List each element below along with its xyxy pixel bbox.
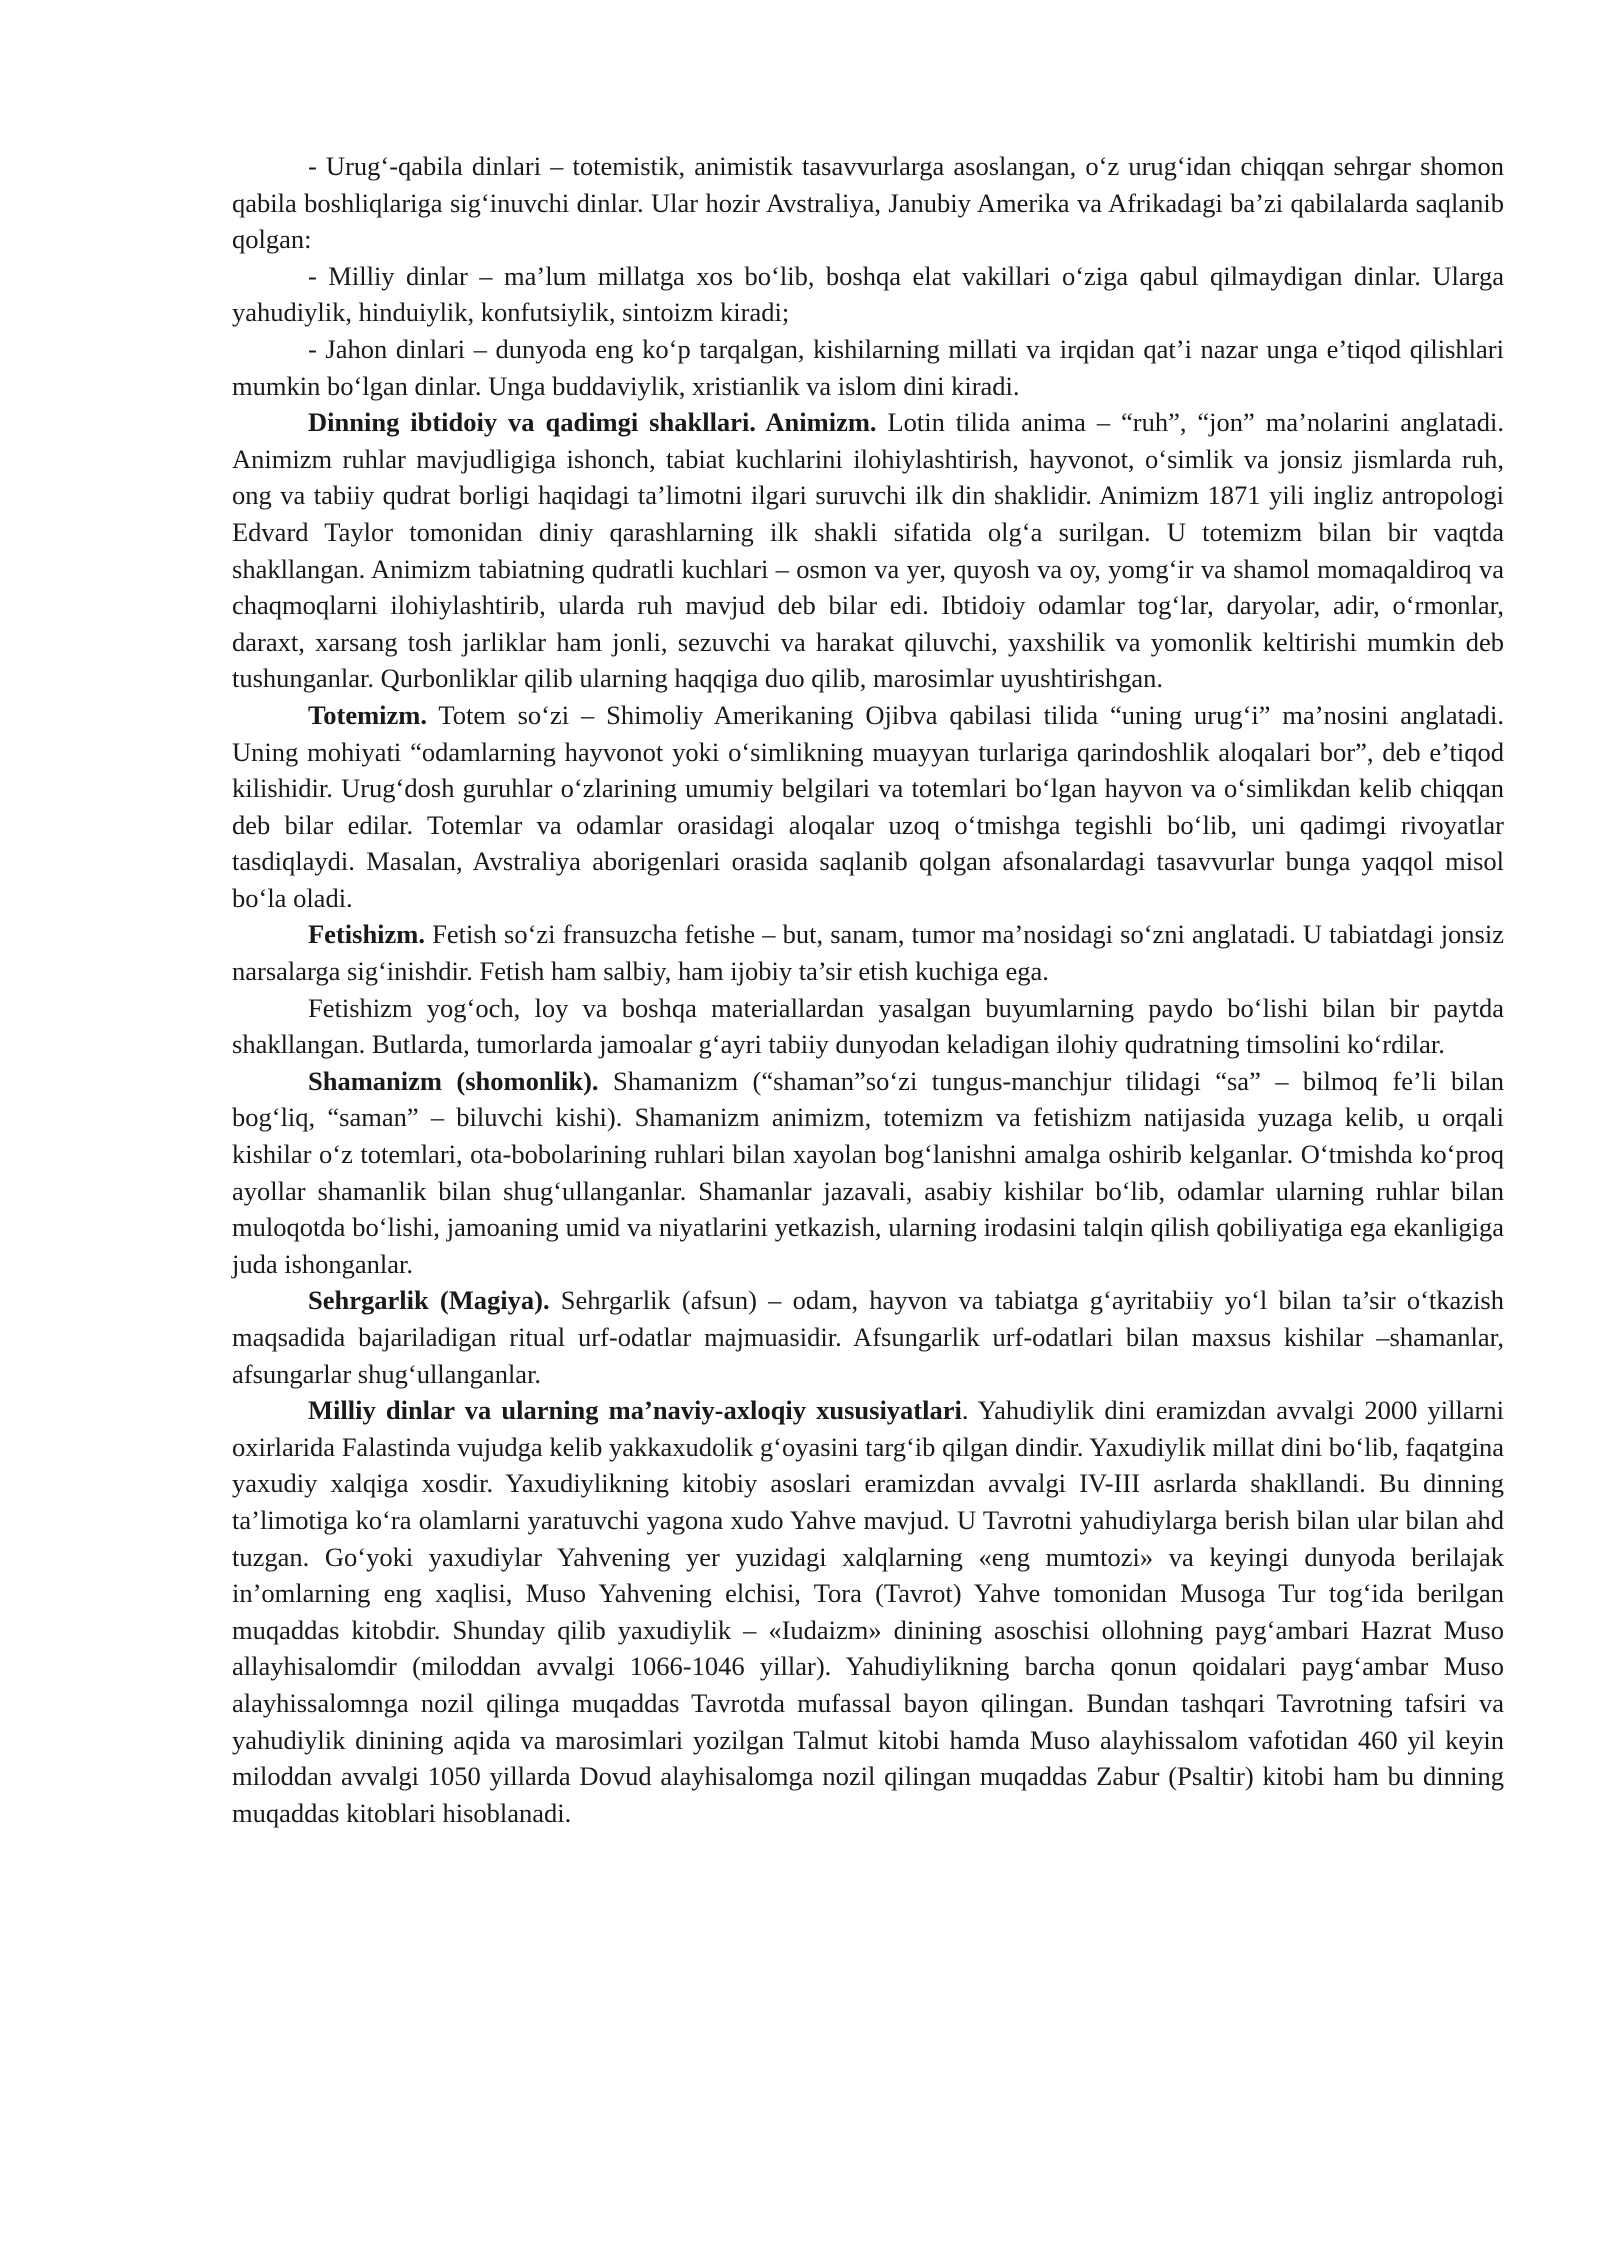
paragraph-text: Lotin tilida anima – “ruh”, “jon” ma’nolarini anglatadi. Animizm ruhlar mavjudligiga ishonch, tabiat kuchlarini ilohiylashtirish, hayvonot, o‘simlik va jonsiz jismlarda ruh, ong va tabiiy qudrat borligi haqidagi ta’limotni ilgari suruvchi ilk din shaklidir. Animizm 1871 yili ingliz antropologi Edvard Taylor tomonidan diniy qarashlarning ilk shakli sifatida olg‘a surilgan. U totemizm bilan bir vaqtda shakllangan. Animizm tabiatning qudratli kuchlari – osmon va yer, quyosh va oy, yomg‘ir va shamol momaqaldiroq va chaqmoqlarni ilohiylashtirib, ularda ruh mavjud deb bilar edi. Ibtidoiy odamlar tog‘lar, daryolar, adir, o‘rmonlar, daraxt, xarsang tosh jarliklar ham jonli, sezuvchi va harakat qiluvchi, yaxshilik va yomonlik keltirishi mumkin deb tushunganlar. Qurbonliklar qilib ularning haqqiga duo qilib, marosimlar uyushtirishgan.: [232, 407, 1504, 694]
document-page: [232, 148, 1504, 1831]
paragraph-text: Totem so‘zi – Shimoliy Amerikaning Ojibva qabilasi tilida “uning urug‘i” ma’nosini anglatadi. Uning mohiyati “odamlarning hayvonot yoki o‘simlikning muayyan turlariga qarindoshlik aloqalari bor”, deb e’tiqod kilishidir. Urug‘dosh guruhlar o‘zlarining umumiy belgilari va totemlari bo‘lgan hayvon va o‘simlikdan kelib chiqqan deb bilar edilar. Totemlar va odamlar orasidagi aloqalar uzoq o‘tmishga tegishli bo‘lib, uni qadimgi rivoyatlar tasdiqlaydi. Masalan, Avstraliya aborigenlari orasida saqlanib qolgan afsonalardagi tasavvurlar bunga yaqqol misol bo‘la oladi.: [232, 699, 1504, 913]
paragraph-heading: Milliy dinlar va ularning ma’naviy-axloqiy xususiyatlari: [308, 1395, 962, 1426]
paragraph-text: - Milliy dinlar – ma’lum millatga xos bo‘lib, boshqa elat vakillari o‘ziga qabul qilmaydigan dinlar. Ularga yahudiylik, hinduiylik, konfutsiylik, sintoizm kiradi;: [232, 260, 1504, 328]
paragraph-text: Fetish so‘zi fransuzcha fetishe – but, sanam, tumor ma’nosidagi so‘zni anglatadi. U tabiatdagi jonsiz narsalarga sig‘inishdir. Fetish ham salbiy, ham ijobiy ta’sir etish kuchiga ega.: [232, 919, 1504, 987]
paragraph-heading: Sehrgarlik (Magiya).: [308, 1285, 550, 1316]
paragraph-heading: Fetishizm.: [308, 919, 426, 950]
paragraph-judaism: [232, 1392, 1504, 1831]
paragraph-fetishism: [232, 916, 1504, 989]
paragraph-national-religions: [232, 258, 1504, 331]
paragraph-heading: Totemizm.: [308, 699, 427, 730]
paragraph-text: - Jahon dinlari – dunyoda eng ko‘p tarqalgan, kishilarning millati va irqidan qat’i nazar unga e’tiqod qilishlari mumkin bo‘lgan dinlar. Unga buddaviylik, xristianlik va islom dini kiradi.: [232, 333, 1504, 401]
paragraph-world-religions: [232, 331, 1504, 404]
paragraph-fetishism-continued: [232, 990, 1504, 1063]
paragraph-clan-religions: [232, 148, 1504, 258]
paragraph-animism: [232, 404, 1504, 697]
paragraph-text: Fetishizm yog‘och, loy va boshqa materiallardan yasalgan buyumlarning paydo bo‘lishi bilan bir paytda shakllangan. Butlarda, tumorlarda jamoalar g‘ayri tabiiy dunyodan keladigan ilohiy qudratning timsolini ko‘rdilar.: [232, 992, 1504, 1060]
paragraph-text: . Yahudiylik dini eramizdan avvalgi 2000 yillarni oxirlarida Falastinda vujudga kelib yakkaxudolik g‘oyasini targ‘ib qilgan dindir. Yaxudiylik millat dini bo‘lib, faqatgina yaxudiy xalqiga xosdir. Yaxudiylikning kitobiy asoslari eramizdan avvalgi IV-III asrlarda shakllandi. Bu dinning ta’limotiga ko‘ra olamlarni yaratuvchi yagona xudo Yahve mavjud. U Tavrotni yahudiylarga berish bilan ular bilan ahd tuzgan. Go‘yoki yaxudiylar Yahvening yer yuzidagi xalqlarning «eng mumtozi» va keyingi dunyoda berilajak in’omlarning eng xaqlisi, Muso Yahvening elchisi, Tora (Tavrot) Yahve tomonidan Musoga Tur tog‘ida berilgan muqaddas kitobdir. Shunday qilib yaxudiylik – «Iudaizm» dinining asoschisi ollohning payg‘ambari Hazrat Muso allayhisalomdir (miloddan avvalgi 1066-1046 yillar). Yahudiylikning barcha qonun qoidalari payg‘ambar Muso alayhissalomnga nozil qilinga muqaddas Tavrotda mufassal bayon qilingan. Bundan tashqari Tavrotning tafsiri va yahudiylik dinining aqida va marosimlari yozilgan Talmut kitobi hamda Muso alayhissalom vafotidan 460 yil keyin miloddan avvalgi 1050 yillarda Dovud alayhisalomga nozil qilingan muqaddas Zabur (Psaltir) kitobi ham bu dinning muqaddas kitoblari hisoblanadi.: [232, 1395, 1504, 1828]
paragraph-magic: [232, 1282, 1504, 1392]
paragraph-heading: Shamanizm (shomonlik).: [308, 1065, 599, 1096]
paragraph-shamanism: [232, 1063, 1504, 1283]
paragraph-text: Shamanizm (“shaman”so‘zi tungus-manchjur tilidagi “sa” – bilmoq fe’li bilan bog‘liq, “saman” – biluvchi kishi). Shamanizm animizm, totemizm va fetishizm natijasida yuzaga kelib, u orqali kishilar o‘z totemlari, ota-bobolarining ruhlari bilan xayolan bog‘lanishni amalga oshirib kelganlar. O‘tmishda ko‘proq ayollar shamanlik bilan shug‘ullanganlar. Shamanlar jazavali, asabiy kishilar bo‘lib, odamlar ularning ruhlar bilan muloqotda bo‘lishi, jamoaning umid va niyatlarini yetkazish, ularning irodasini talqin qilish qobiliyatiga ega ekanligiga juda ishonganlar.: [232, 1065, 1504, 1279]
paragraph-totemism: [232, 697, 1504, 917]
paragraph-text: - Urug‘-qabila dinlari – totemistik, animistik tasavvurlarga asoslangan, o‘z urug‘idan chiqqan sehrgar shomon qabila boshliqlariga sig‘inuvchi dinlar. Ular hozir Avstraliya, Janubiy Amerika va Afrikadagi ba’zi qabilalarda saqlanib qolgan:: [232, 151, 1504, 255]
paragraph-heading: Dinning ibtidoiy va qadimgi shakllari. Animizm.: [308, 407, 877, 438]
paragraph-text: Sehrgarlik (afsun) – odam, hayvon va tabiatga g‘ayritabiiy yo‘l bilan ta’sir o‘tkazish maqsadida bajariladigan ritual urf-odatlar majmuasidir. Afsungarlik urf-odatlari bilan maxsus kishilar –shamanlar, afsungarlar shug‘ullanganlar.: [232, 1285, 1504, 1389]
